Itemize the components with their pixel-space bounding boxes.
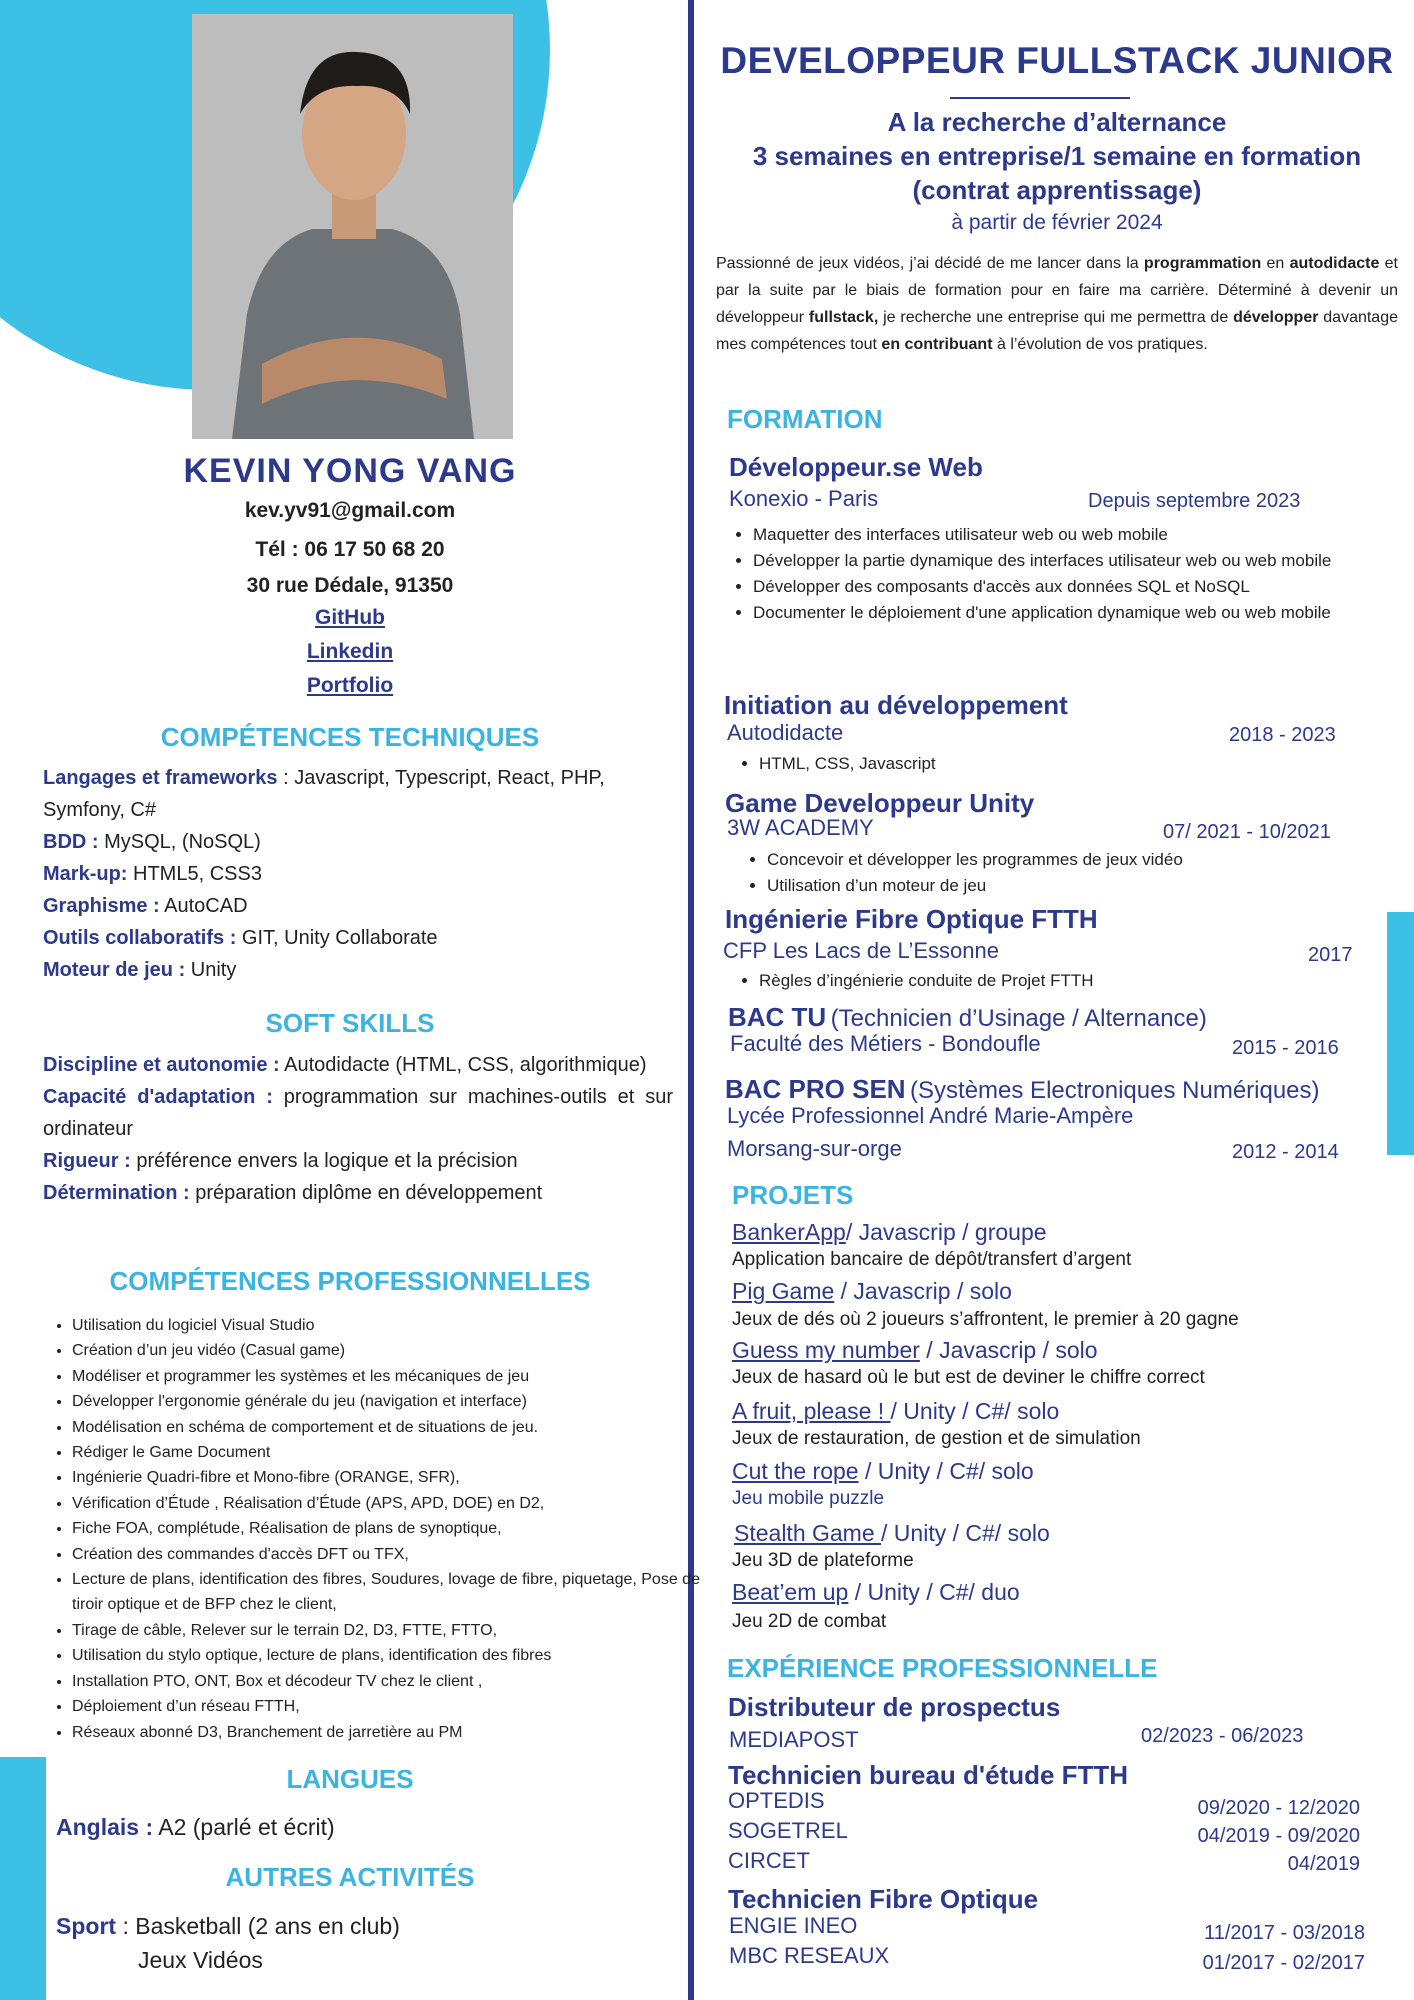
tech-skill-item: Graphisme : AutoCAD [43, 895, 248, 917]
formation-school: Autodidacte [727, 720, 844, 745]
experience-companies [729, 1911, 889, 1971]
projects-title: PROJETS [732, 1180, 854, 1210]
tech-skill-item: Moteur de jeu : Unity [43, 959, 237, 981]
list-item: • Ingénierie Quadri-fibre et Mono-fibre (ORANGE, SFR), [72, 1465, 712, 1490]
list-item: • Développer des composants d'accès aux données SQL et NoSQL [753, 574, 1393, 600]
experience-date: 04/2019 - 09/2020 [1197, 1825, 1360, 1847]
subtitle-line-2: 3 semaines en entreprise/1 semaine en formation [752, 141, 1362, 171]
project-description: Jeux de hasard où le but est de deviner le chiffre correct [732, 1367, 1205, 1388]
intro-paragraph: Passionné de jeux vidéos, j’ai décidé de me lancer dans la programmation en autodidacte et par la suite par le biais de formation pour en faire ma carrière. Déterminé à devenir un développeur fullstack, je recherche une entreprise qui me permettra de développer davantage mes compétences tout en contribuant à l’évolution de vos pratiques. [716, 255, 1399, 353]
pro-skills-list [42, 1313, 712, 1745]
formation-school: CFP Les Lacs de L’Essonne [723, 938, 999, 963]
list-item: • Déploiement d’un réseau FTTH, [72, 1694, 712, 1719]
project-link[interactable]: BankerApp [732, 1219, 846, 1245]
formation-date: 2018 - 2023 [1229, 724, 1336, 746]
formation-school: Faculté des Métiers - Bondoufle [730, 1031, 1041, 1056]
experience-company: OPTEDIS [728, 1788, 825, 1813]
experience-entry-title: Technicien Fibre Optique [728, 1884, 1039, 1914]
github-link[interactable]: GitHub [315, 606, 385, 629]
list-item: • Vérification d’Étude , Réalisation d’Étude (APS, APD, DOE) en D2, [72, 1491, 712, 1516]
formation-date: 2017 [1308, 944, 1353, 966]
profile-photo [192, 14, 513, 439]
list-item: • Maquetter des interfaces utilisateur web ou web mobile [753, 522, 1393, 548]
experience-company: MBC RESEAUX [729, 1943, 890, 1968]
project-item: Cut the rope / Unity / C#/ solo [732, 1458, 1034, 1484]
experience-date: 01/2017 - 02/2017 [1202, 1952, 1365, 1974]
project-item: A fruit, please ! / Unity / C#/ solo [732, 1398, 1060, 1424]
experience-date: 02/2023 - 06/2023 [1141, 1725, 1304, 1747]
formation-entry-title: BAC PRO SEN (Systèmes Electroniques Numériques) [725, 1074, 1320, 1104]
other-activities: Sport : Basketball (2 ans en club) Jeux Vidéos [56, 1913, 400, 1973]
pro-skills-title: COMPÉTENCES PROFESSIONNELLES [109, 1266, 591, 1296]
availability-date: à partir de février 2024 [951, 211, 1163, 234]
soft-skills-title: SOFT SKILLS [265, 1008, 435, 1038]
list-item: • Concevoir et développer les programmes de jeux vidéo [767, 847, 1367, 873]
formation-school: Konexio - Paris [729, 486, 879, 511]
formation-bullets [735, 968, 1359, 994]
experience-date: 09/2020 - 12/2020 [1197, 1797, 1360, 1819]
tech-skill-item: Outils collaboratifs : GIT, Unity Collaborate [43, 927, 438, 949]
formation-date: 2012 - 2014 [1232, 1141, 1339, 1163]
experience-company: MEDIAPOST [729, 1727, 859, 1752]
formation-entry-title: Ingénierie Fibre Optique FTTH [725, 904, 1098, 934]
soft-skill-item: Détermination : préparation diplôme en développement [43, 1182, 543, 1204]
job-title: DEVELOPPEUR FULLSTACK JUNIOR [720, 40, 1394, 81]
list-item: • Fiche FOA, complétude, Réalisation de plans de synoptique, [72, 1516, 712, 1541]
experience-companies [728, 1786, 848, 1876]
formation-school: Lycée Professionnel André Marie-Ampère [727, 1103, 1134, 1128]
experience-company: ENGIE INEO [729, 1913, 858, 1938]
list-item: • Création des commandes d'accès DFT ou TFX, [72, 1542, 712, 1567]
list-item: • Réseaux abonné D3, Branchement de jarretière au PM [72, 1720, 712, 1745]
experience-date: 04/2019 [1287, 1853, 1360, 1875]
formation-date: 07/ 2021 - 10/2021 [1163, 821, 1331, 843]
list-item: • Développer l'ergonomie générale du jeu (navigation et interface) [72, 1389, 712, 1414]
formation-bullets [729, 522, 1393, 626]
project-item: Guess my number / Javascrip / solo [732, 1337, 1098, 1363]
list-item: • Création d’un jeu vidéo (Casual game) [72, 1338, 712, 1363]
list-item: • Tirage de câble, Relever sur le terrain D2, D3, FTTE, FTTO, [72, 1618, 712, 1643]
project-link[interactable]: Stealth Game [734, 1520, 882, 1546]
formation-bullets [743, 847, 1367, 899]
experience-entry-title: Technicien bureau d'étude FTTH [728, 1760, 1129, 1790]
tech-skill-item: BDD : MySQL, (NoSQL) [43, 831, 261, 853]
project-link[interactable]: Guess my number [732, 1337, 920, 1363]
experience-dates [1100, 1918, 1365, 1978]
linkedin-link[interactable]: Linkedin [306, 640, 394, 663]
list-item: • Développer la partie dynamique des interfaces utilisateur web ou web mobile [753, 548, 1393, 574]
formation-entry-title: Développeur.se Web [729, 452, 983, 482]
project-link[interactable]: A fruit, please ! [732, 1398, 891, 1424]
phone: Tél : 06 17 50 68 20 [255, 538, 445, 561]
project-item: Beat’em up / Unity / C#/ duo [732, 1579, 1020, 1605]
list-item: • Lecture de plans, identification des fibres, Soudures, lovage de fibre, piquetage, Pose de tiroir optique et de BFP chez le client, [72, 1567, 712, 1618]
title-underline [950, 97, 1130, 99]
tech-skills-list [43, 762, 673, 986]
list-item: • Utilisation d’un moteur de jeu [767, 873, 1367, 899]
project-link[interactable]: Cut the rope [732, 1458, 859, 1484]
soft-skills-list [43, 1049, 673, 1209]
formation-entry-title: Initiation au développement [724, 690, 1068, 720]
list-item: • HTML, CSS, Javascript [759, 751, 1359, 777]
portfolio-link[interactable]: Portfolio [306, 674, 394, 697]
project-description: Jeu 2D de combat [732, 1611, 887, 1632]
project-description: Application bancaire de dépôt/transfert d’argent [732, 1249, 1132, 1270]
formation-title: FORMATION [727, 404, 883, 434]
formation-date: Depuis septembre 2023 [1088, 490, 1301, 512]
list-item: • Documenter le déploiement d'une application dynamique web ou web mobile [753, 600, 1393, 626]
language-item: Anglais : A2 (parlé et écrit) [56, 1814, 335, 1840]
tech-skill-item: Mark-up: HTML5, CSS3 [43, 863, 262, 885]
project-description: Jeux de dés où 2 joueurs s’affrontent, le premier à 20 gagne [732, 1309, 1239, 1330]
tech-skill-item: Langages et frameworks : Javascript, Typescript, React, PHP, Symfony, C# [43, 767, 605, 821]
project-description: Jeu 3D de plateforme [732, 1550, 914, 1571]
tech-skills-title: COMPÉTENCES TECHNIQUES [160, 722, 540, 752]
email: kev.yv91@gmail.com [244, 499, 456, 522]
project-item: Stealth Game / Unity / C#/ solo [734, 1520, 1050, 1546]
list-item: • Utilisation du stylo optique, lecture de plans, identification des fibres [72, 1643, 712, 1668]
soft-skill-item: Discipline et autonomie : Autodidacte (HTML, CSS, algorithmique) [43, 1054, 647, 1076]
list-item: • Rédiger le Game Document [72, 1440, 712, 1465]
formation-date: 2015 - 2016 [1232, 1037, 1339, 1059]
experience-title: EXPÉRIENCE PROFESSIONNELLE [727, 1653, 1158, 1683]
list-item: • Modélisation en schéma de comportement et de situations de jeu. [72, 1415, 712, 1440]
list-item: • Modéliser et programmer les systèmes et les mécaniques de jeu [72, 1364, 712, 1389]
candidate-name: KEVIN YONG VANG [183, 452, 517, 490]
project-description: Jeux de restauration, de gestion et de simulation [732, 1428, 1141, 1449]
experience-dates [1100, 1794, 1360, 1878]
formation-bullets [735, 751, 1359, 777]
formation-school: 3W ACADEMY [727, 815, 874, 840]
project-description: Jeu mobile puzzle [732, 1488, 885, 1509]
other-activities-title: AUTRES ACTIVITÉS [225, 1862, 475, 1892]
experience-date: 11/2017 - 03/2018 [1204, 1922, 1365, 1944]
formation-entry-title: BAC TU (Technicien d’Usinage / Alternance) [728, 1002, 1207, 1032]
experience-entry-title: Distributeur de prospectus [728, 1692, 1061, 1722]
subtitle-line-1: A la recherche d’alternance [887, 107, 1227, 137]
experience-company: SOGETREL [728, 1818, 848, 1843]
languages-title: LANGUES [286, 1764, 414, 1794]
formation-school-city: Morsang-sur-orge [727, 1136, 902, 1161]
list-item: • Utilisation du logiciel Visual Studio [72, 1313, 712, 1338]
decorative-rect-right [1387, 912, 1414, 1155]
project-item: BankerApp/ Javascrip / groupe [732, 1219, 1047, 1245]
project-item: Pig Game / Javascrip / solo [732, 1278, 1012, 1304]
experience-company: CIRCET [728, 1848, 810, 1873]
project-link[interactable]: Pig Game [732, 1278, 835, 1304]
soft-skill-item: Rigueur : préférence envers la logique et la précision [43, 1150, 518, 1172]
subtitle-line-3: (contrat apprentissage) [912, 175, 1202, 205]
list-item: • Installation PTO, ONT, Box et décodeur TV chez le client , [72, 1669, 712, 1694]
address: 30 rue Dédale, 91350 [246, 574, 454, 597]
soft-skill-item: Capacité d'adaptation : programmation sur machines-outils et sur ordinateur [43, 1086, 674, 1140]
list-item: • Règles d’ingénierie conduite de Projet FTTH [759, 968, 1359, 994]
formation-entry-title: Game Developpeur Unity [725, 788, 1035, 818]
project-link[interactable]: Beat’em up [732, 1579, 849, 1605]
